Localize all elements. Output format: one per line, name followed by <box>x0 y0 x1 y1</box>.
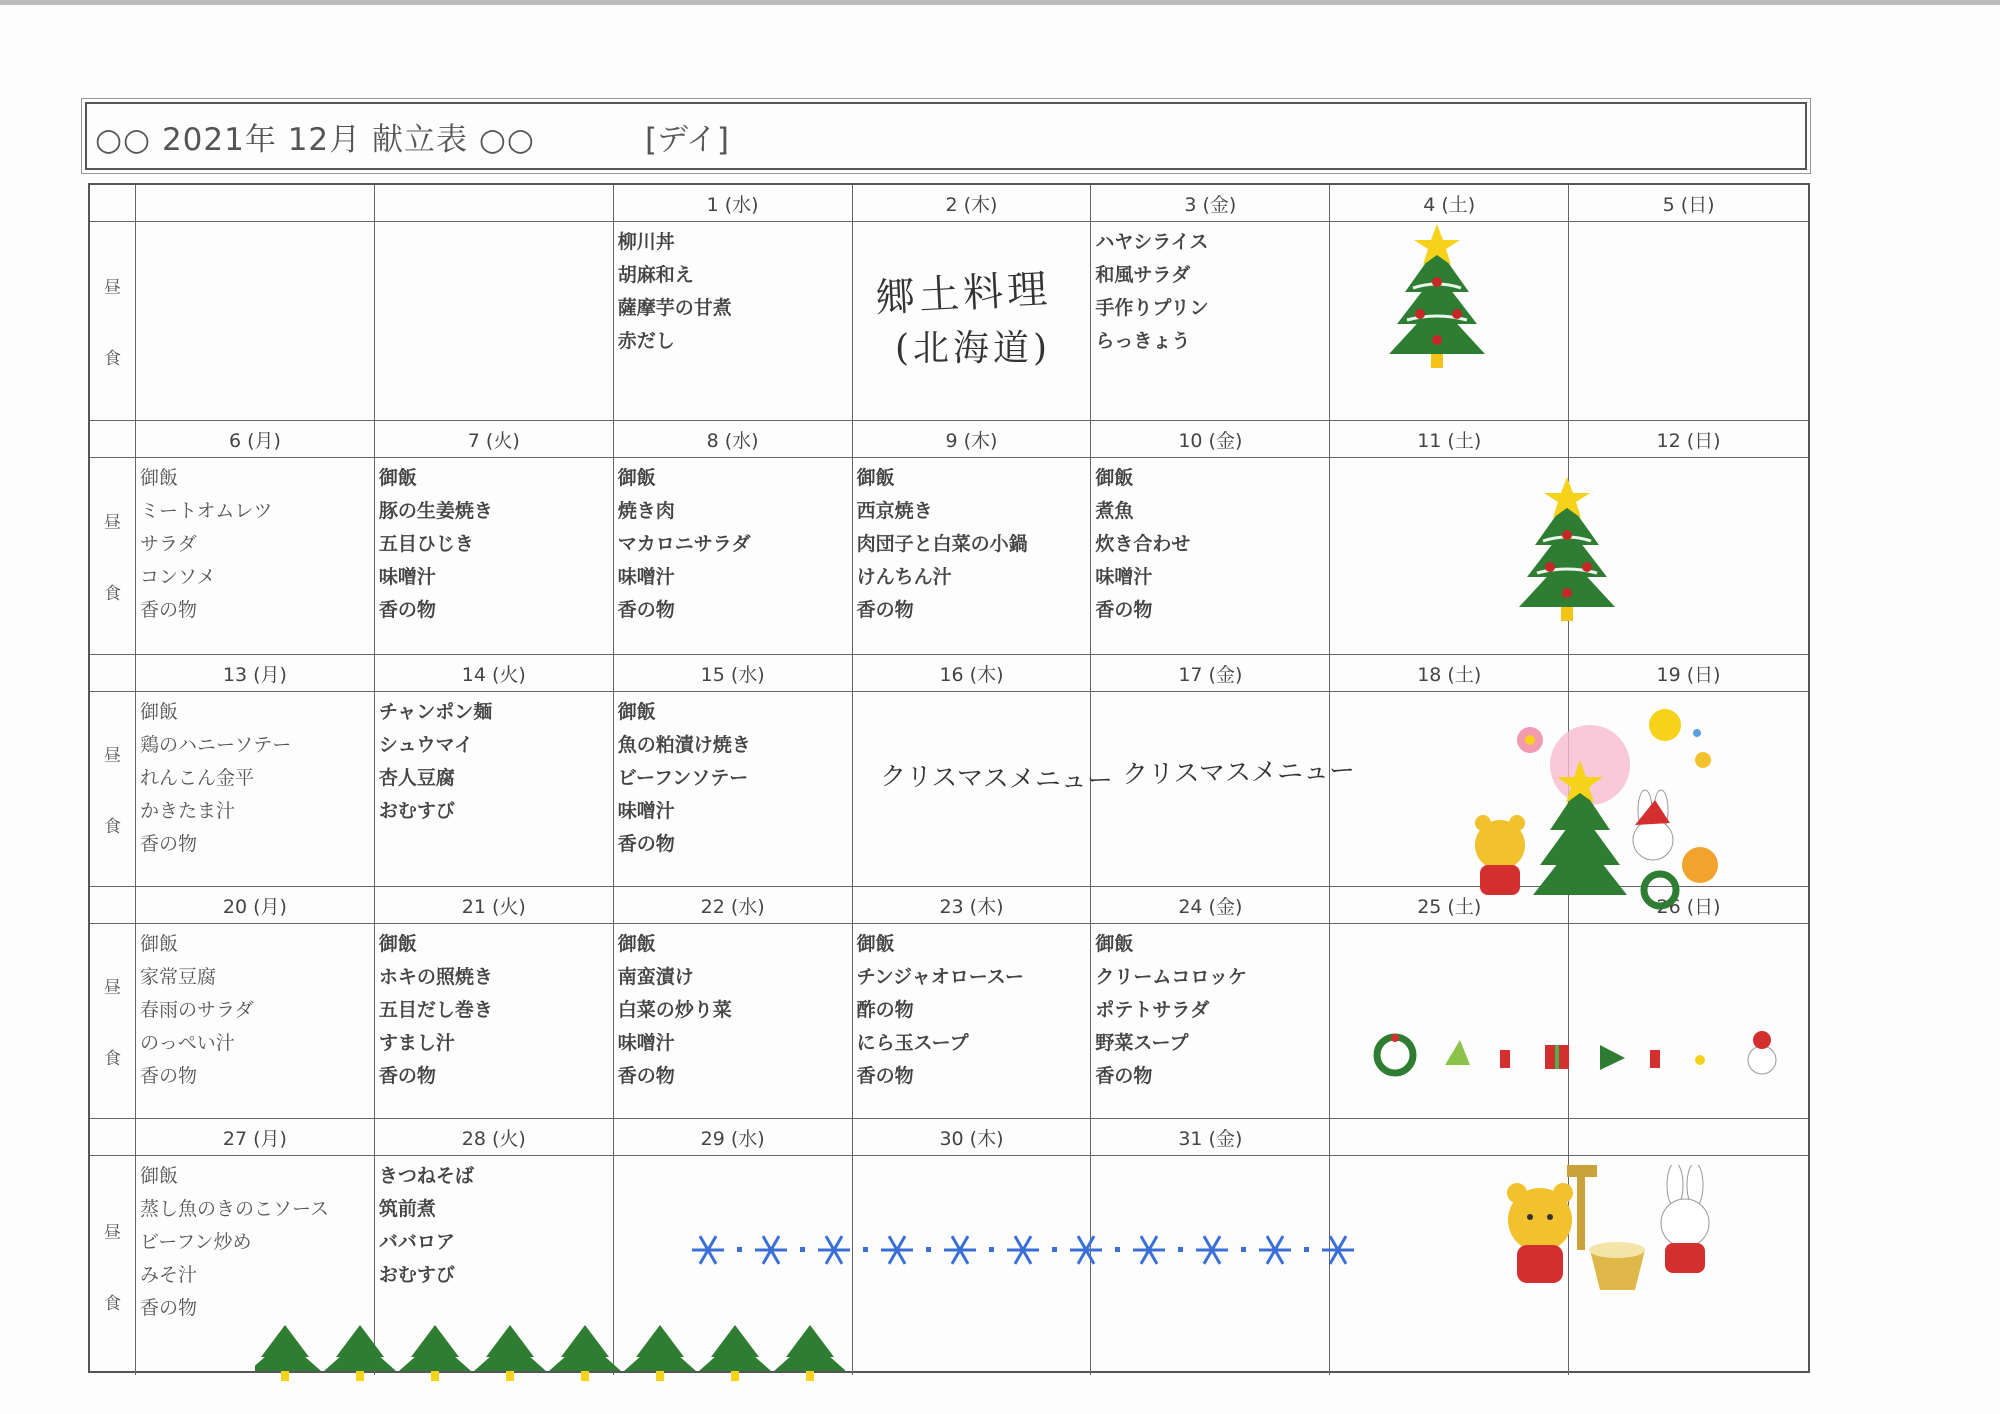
date-header <box>1569 1119 1808 1156</box>
menu-item: 香の物 <box>1095 599 1153 621</box>
christmas-scene <box>1455 705 1745 915</box>
menu-item: チャンポン麺 <box>378 701 493 723</box>
date-label: 1 (水) <box>706 193 759 216</box>
date-label: 14 (火) <box>461 663 526 686</box>
garland-bead <box>1304 1247 1309 1252</box>
menu-item: 南蛮漬け <box>617 966 694 988</box>
menu-cell <box>1091 458 1330 655</box>
wreath-icon <box>1644 874 1676 906</box>
menu-item: ミートオムレツ <box>140 500 273 522</box>
date-header <box>853 421 1092 458</box>
menu-cell <box>853 924 1092 1119</box>
date-label: 30 (木) <box>939 1127 1004 1150</box>
menu-item: 五目だし巻き <box>378 999 493 1021</box>
menu-item: 御飯 <box>856 467 895 489</box>
title-box <box>85 102 1807 170</box>
date-row-corner <box>90 421 136 458</box>
date-header <box>1091 1119 1330 1156</box>
date-label: 9 (木) <box>945 429 998 452</box>
date-header <box>1091 421 1330 458</box>
menu-item: サラダ <box>140 533 197 555</box>
garland-bead <box>1241 1247 1246 1252</box>
garland-bead <box>863 1247 868 1252</box>
menu-cell <box>614 924 853 1119</box>
menu-item: 味噌汁 <box>617 800 675 822</box>
date-label: 16 (木) <box>939 663 1004 686</box>
menu-item: 柳川丼 <box>617 231 675 253</box>
date-label: 27 (月) <box>222 1127 287 1150</box>
menu-cell <box>853 458 1092 655</box>
rabbit-icon <box>1661 1165 1709 1273</box>
meal-label <box>90 1156 136 1375</box>
date-header <box>1330 185 1569 222</box>
menu-item: 和風サラダ <box>1095 264 1191 286</box>
bear-icon <box>1507 1183 1573 1283</box>
date-header <box>375 1119 614 1156</box>
date-header <box>375 421 614 458</box>
date-label: 7 (火) <box>467 429 520 452</box>
christmas-tree-icon <box>474 1325 546 1381</box>
menu-item: 西京焼き <box>856 500 933 522</box>
date-label: 4 (土) <box>1423 193 1476 216</box>
date-label: 15 (水) <box>700 663 765 686</box>
date-label: 10 (金) <box>1178 429 1243 452</box>
menu-item: 薩摩芋の甘煮 <box>617 297 732 319</box>
menu-item: 香の物 <box>617 833 675 855</box>
menu-cell <box>375 222 614 421</box>
menu-item: 御飯 <box>140 701 179 723</box>
garland-bead <box>1052 1247 1057 1252</box>
rabbit-icon <box>1633 790 1673 860</box>
menu-cell <box>614 458 853 655</box>
menu-cell <box>136 222 375 421</box>
meal-label-char: 昼 <box>104 513 121 533</box>
menu-item: 豚の生姜焼き <box>378 500 493 522</box>
menu-cell <box>375 458 614 655</box>
menu-item: 味噌汁 <box>378 566 436 588</box>
garland-bead <box>800 1247 805 1252</box>
date-row-corner <box>90 1119 136 1156</box>
handwritten-hokkaido: (北海道) <box>895 328 1052 369</box>
menu-item: ポテトサラダ <box>1095 999 1210 1021</box>
menu-item: ビーフン炒め <box>140 1231 252 1253</box>
menu-cell <box>136 458 375 655</box>
date-header <box>853 655 1092 692</box>
menu-cell <box>136 692 375 887</box>
meal-label-char: 昼 <box>104 978 121 998</box>
date-header <box>1569 185 1808 222</box>
menu-item: クリームコロッケ <box>1095 966 1248 988</box>
menu-item: 味噌汁 <box>617 1032 675 1054</box>
date-label: 3 (金) <box>1184 193 1237 216</box>
menu-cell <box>1091 222 1330 421</box>
menu-item: 家常豆腐 <box>140 966 217 988</box>
snowflake-icon <box>1070 1236 1102 1264</box>
snowflake-icon <box>818 1236 850 1264</box>
date-header <box>375 185 614 222</box>
snowflake-icon <box>944 1236 976 1264</box>
menu-item: 香の物 <box>378 1065 436 1087</box>
christmas-tree-icon <box>1385 222 1490 372</box>
christmas-tree-icon <box>699 1325 771 1381</box>
date-label: 20 (月) <box>222 895 287 918</box>
date-header <box>614 421 853 458</box>
menu-item: シュウマイ <box>378 734 474 756</box>
menu-item: 香の物 <box>856 1065 914 1087</box>
date-row-corner <box>90 887 136 924</box>
menu-item: 御飯 <box>1095 467 1134 489</box>
menu-item: らっきょう <box>1095 330 1191 352</box>
date-label: 5 (日) <box>1662 193 1715 216</box>
menu-item: ホキの照焼き <box>378 966 493 988</box>
date-header <box>614 887 853 924</box>
menu-item: みそ汁 <box>140 1264 198 1286</box>
menu-item: すまし汁 <box>378 1032 455 1054</box>
date-header <box>1091 655 1330 692</box>
menu-cell <box>375 924 614 1119</box>
christmas-tree-icon <box>324 1325 396 1381</box>
date-header <box>614 1119 853 1156</box>
meal-label-char: 食 <box>104 349 121 369</box>
christmas-tree-icon <box>624 1325 696 1381</box>
menu-item: 御飯 <box>617 701 656 723</box>
date-header <box>136 1119 375 1156</box>
menu-item: 香の物 <box>140 599 198 621</box>
garland-bead <box>1115 1247 1120 1252</box>
menu-item: 赤だし <box>617 330 675 352</box>
meal-label-char: 昼 <box>104 278 121 298</box>
garland-bead <box>1178 1247 1183 1252</box>
menu-item: 筑前煮 <box>378 1198 436 1220</box>
menu-item: 炊き合わせ <box>1095 533 1191 555</box>
date-header <box>375 655 614 692</box>
date-header <box>853 185 1092 222</box>
menu-item: 野菜スープ <box>1095 1032 1189 1054</box>
menu-cell <box>375 692 614 887</box>
date-label: 18 (土) <box>1417 663 1482 686</box>
menu-item: れんこん金平 <box>140 767 255 789</box>
menu-item: 酢の物 <box>856 999 914 1021</box>
mochi-mortar-icon <box>1567 1165 1645 1290</box>
date-header <box>1569 655 1808 692</box>
menu-item: 胡麻和え <box>617 264 694 286</box>
snowflake-icon <box>881 1236 913 1264</box>
menu-item: 蒸し魚のきのこソース <box>140 1198 330 1220</box>
menu-item: 煮魚 <box>1095 500 1134 522</box>
date-label: 11 (土) <box>1417 429 1482 452</box>
menu-item: 御飯 <box>856 933 895 955</box>
menu-item: 香の物 <box>617 1065 675 1087</box>
menu-item: 焼き肉 <box>617 500 675 522</box>
meal-label-char: 昼 <box>104 1222 121 1243</box>
christmas-tree-icon <box>774 1325 845 1381</box>
date-header <box>614 185 853 222</box>
snowflake-icon <box>1133 1236 1165 1264</box>
snowflake-icon <box>692 1236 724 1264</box>
menu-item: 味噌汁 <box>617 566 675 588</box>
menu-item: チンジャオロースー <box>856 966 1024 988</box>
snowflake-icon <box>755 1236 787 1264</box>
meal-label <box>90 222 136 421</box>
menu-item: 香の物 <box>140 1065 198 1087</box>
meal-label-char: 食 <box>104 584 121 604</box>
snowflake-icon <box>1259 1236 1291 1264</box>
menu-item: 五目ひじき <box>378 533 474 555</box>
handwritten-local-cuisine: 郷土料理 <box>874 266 1053 322</box>
christmas-tree-icon <box>255 1325 321 1381</box>
date-header <box>614 655 853 692</box>
date-label: 13 (月) <box>222 663 287 686</box>
menu-item: ハヤシライス <box>1095 231 1209 253</box>
menu-item: 味噌汁 <box>1095 566 1153 588</box>
date-label: 22 (水) <box>700 895 765 918</box>
menu-item: 杏人豆腐 <box>378 767 455 789</box>
date-header <box>853 887 1092 924</box>
menu-cell <box>614 692 853 887</box>
date-header <box>1091 185 1330 222</box>
snowflake-icon <box>1007 1236 1039 1264</box>
mochi-pounding-scene <box>1495 1165 1735 1295</box>
menu-item: ババロア <box>378 1231 455 1253</box>
menu-item: かきたま汁 <box>140 800 236 822</box>
menu-item: 御飯 <box>378 933 417 955</box>
date-row-corner <box>90 655 136 692</box>
menu-item: 香の物 <box>378 599 436 621</box>
menu-item: 御飯 <box>1095 933 1134 955</box>
meal-label-char: 昼 <box>104 746 121 766</box>
menu-item: 白菜の炒り菜 <box>617 999 732 1021</box>
christmas-tree-icon <box>399 1325 471 1381</box>
date-label: 8 (水) <box>706 429 759 452</box>
menu-item: にら玉スープ <box>856 1032 969 1054</box>
menu-item: 御飯 <box>378 467 417 489</box>
tree-row <box>255 1325 845 1385</box>
meal-label <box>90 924 136 1119</box>
date-label: 24 (金) <box>1178 895 1243 918</box>
menu-item: 香の物 <box>1095 1065 1153 1087</box>
christmas-tree-icon <box>549 1325 621 1381</box>
date-label: 6 (月) <box>228 429 281 452</box>
menu-item: けんちん汁 <box>856 566 952 588</box>
date-label: 19 (日) <box>1656 663 1721 686</box>
menu-item: 香の物 <box>617 599 675 621</box>
menu-item: 御飯 <box>140 1165 179 1187</box>
date-label: 23 (木) <box>939 895 1004 918</box>
garland-bead <box>737 1247 742 1252</box>
date-label: 28 (火) <box>461 1127 526 1150</box>
snowflake-icon <box>1196 1236 1228 1264</box>
menu-cell <box>1569 222 1808 421</box>
menu-item: おむすび <box>378 800 455 822</box>
christmas-tree-icon <box>1515 475 1620 625</box>
menu-item: 手作りプリン <box>1095 297 1209 319</box>
meal-label-char: 食 <box>104 1049 121 1069</box>
title-tag: [デイ] <box>644 121 729 158</box>
menu-item: 肉団子と白菜の小鍋 <box>856 533 1028 555</box>
date-label: 26 (日) <box>1656 895 1721 918</box>
meal-label-char: 食 <box>104 817 121 837</box>
scan-edge <box>0 0 2000 5</box>
date-label: 25 (土) <box>1417 895 1482 918</box>
ornament-garland <box>1370 1020 1790 1080</box>
garland-bead <box>926 1247 931 1252</box>
date-header <box>853 1119 1092 1156</box>
bear-icon <box>1475 815 1525 895</box>
garland-bead <box>989 1247 994 1252</box>
snowflake-icon <box>1322 1236 1354 1264</box>
menu-item: ビーフンソテー <box>617 767 749 789</box>
date-header <box>1330 421 1569 458</box>
menu-item: 鶏のハニーソテー <box>140 734 292 756</box>
meal-label <box>90 458 136 655</box>
menu-item: 御飯 <box>617 933 656 955</box>
page-title: ○○ 2021年 12月 献立表 ○○ <box>95 121 535 158</box>
menu-item: 春雨のサラダ <box>140 999 254 1021</box>
date-header <box>375 887 614 924</box>
menu-item: 御飯 <box>140 467 179 489</box>
menu-item: 香の物 <box>140 833 198 855</box>
date-row-corner <box>90 185 136 222</box>
meal-label-char: 食 <box>104 1293 121 1314</box>
date-header <box>136 655 375 692</box>
date-header <box>1091 887 1330 924</box>
menu-item: 御飯 <box>140 933 179 955</box>
menu-item: 香の物 <box>856 599 914 621</box>
date-header <box>1569 421 1808 458</box>
menu-item: 魚の粕漬け焼き <box>617 734 751 756</box>
menu-item: 香の物 <box>140 1297 198 1319</box>
menu-cell <box>136 924 375 1119</box>
date-header <box>136 887 375 924</box>
date-label: 2 (木) <box>945 193 998 216</box>
snowflake-garland <box>690 1230 1380 1270</box>
date-header <box>1330 655 1569 692</box>
menu-cell <box>1091 924 1330 1119</box>
date-label: 21 (火) <box>461 895 526 918</box>
menu-item: 御飯 <box>617 467 656 489</box>
date-label: 17 (金) <box>1178 663 1243 686</box>
date-header <box>136 421 375 458</box>
menu-item: きつねそば <box>378 1165 474 1187</box>
menu-item: おむすび <box>378 1264 455 1286</box>
date-header <box>136 185 375 222</box>
meal-label <box>90 692 136 887</box>
menu-cell <box>614 222 853 421</box>
date-label: 12 (日) <box>1656 429 1721 452</box>
handwritten-christmas-menu-17: クリスマスメニュー <box>1121 755 1356 791</box>
date-label: 31 (金) <box>1178 1127 1243 1150</box>
date-header <box>1330 1119 1569 1156</box>
menu-item: マカロニサラダ <box>617 533 751 555</box>
handwritten-christmas-menu-16: クリスマスメニュー <box>879 761 1114 797</box>
menu-item: のっぺい汁 <box>140 1032 235 1054</box>
menu-item: コンソメ <box>140 566 216 588</box>
date-label: 29 (水) <box>700 1127 765 1150</box>
